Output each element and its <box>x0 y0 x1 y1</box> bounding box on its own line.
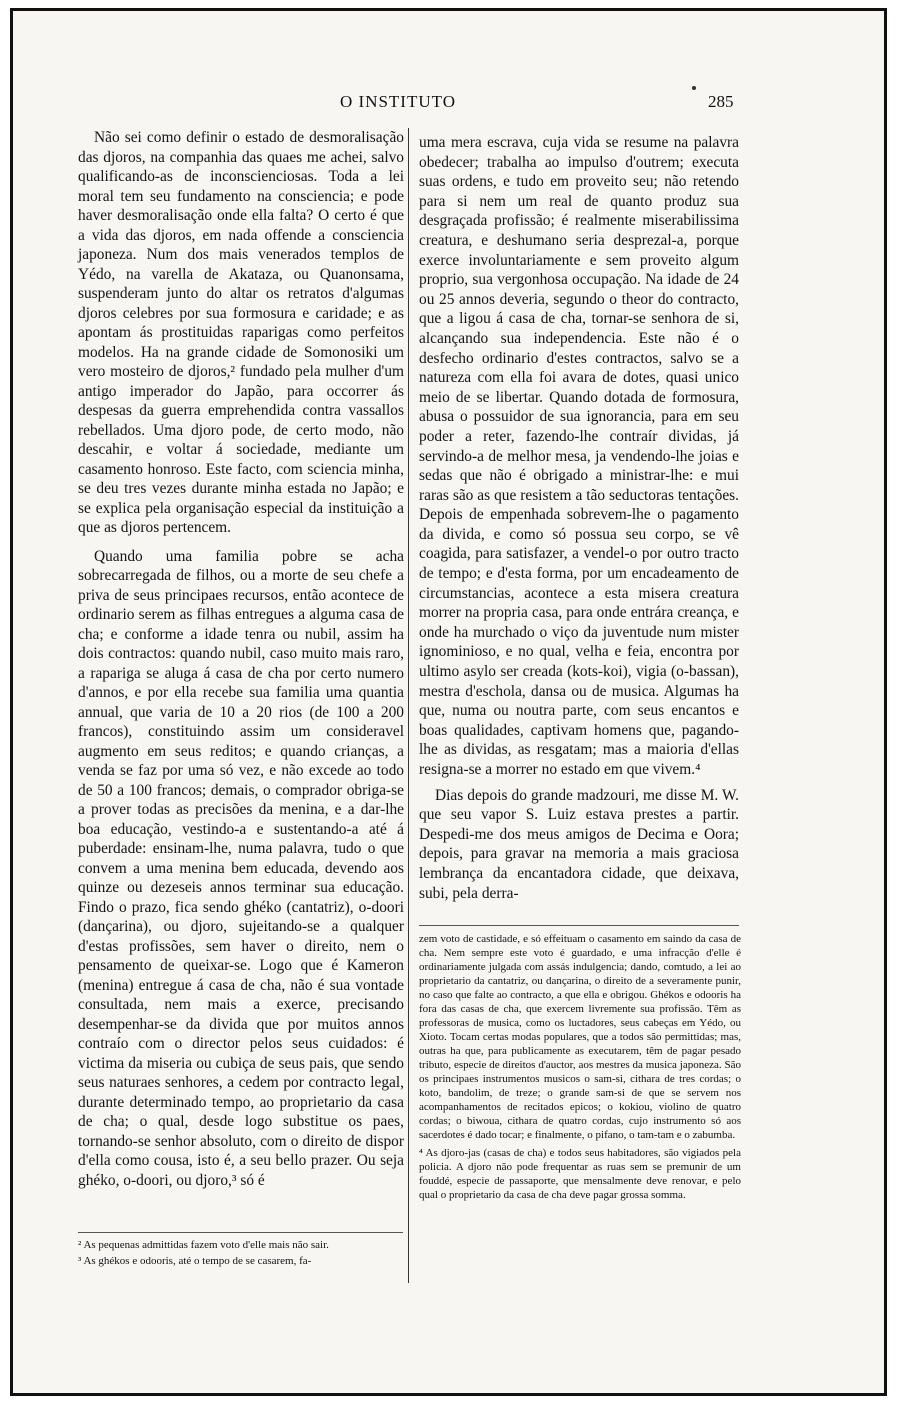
paragraph: uma mera escrava, cuja vida se resume na palavra obedecer; trabalha ao impulso d'outrem; executa suas ordens, e tudo em proveito seu; não retendo para si nem um real de quanto produz sua desgraçada profissão; é realmente miserabilissima creatura, e deshumano seria desprezal-a, porque exerce involuntariamente e sem proveito algum proprio, sua vergonhosa occupação. Na idade de 24 ou 25 annos deveria, segundo o theor do contracto, que a ligou á casa de cha, tornar-se senhora de si, alcançando sua independencia. Este não é o desfecho ordinario d'estes contractos, salvo se a natureza com ella foi avara de dotes, quasi unico meio de se libertar. Quando dotada de formosura, abusa o possuidor de sua ignorancia, para em seu poder a reter, fazendo-lhe contraír dividas, já servindo-a de melhor mesa, ja vendendo-lhe joias e sedas que não é obrigado a ministrar-lhe: e mui raras são as que resistem a tão seductoras tentações. Depois de empenhada sobrevem-lhe o pagamento da divida, e como só possua seu corpo, se vê coagida, para satisfazer, a vendel-o por outro tracto de tempo; e d'esta forma, por um encadeamento de circumstancias, acontece a esta misera creatura morrer na propria casa, para onde entrára creança, e onde ha murchado o viço da juventude num mister ignominioso, e no qual, velha e feia, encontra por ultimo asylo ser creada (kots-koi), vigia (o-bassan), mestra d'eschola, dansa ou de musica. Algumas ha que, numa ou noutra parte, com seus encantos e boas qualidades, captivam homens que, pagando-lhe as dividas, as resgatam; mas a maioria d'ellas resigna-se a morrer no estado em que vivem.⁴ <box>419 134 739 778</box>
column-divider <box>408 128 409 1283</box>
footnote-separator <box>419 925 739 926</box>
footnote: zem voto de castidade, e só effeituam o casamento em saindo da casa de cha. Nem sempre este voto é guardado, e uma infracção d'elle é ordinariamente julgada com assás indulgencia; dando, comtudo, a lei ao proprietario da cantatriz, ou dançarina, o direito de a severamente punir, no caso que falte ao contracto, a que ella e obrigou. Ghékos e odooris ha fora das casas de cha, que exercem livremente sua profissão. Têm as professoras de musica, como os luctadores, seus cabeças em Yédo, ou Xioto. Tocam certas modas populares, que a todos são permittidas; mas, outras ha que, para publicamente as executarem, têm de pagar pesado tributo, especie de direitos d'auctor, aos mestres da musica japoneza. São os principaes instrumentos musicos o sam-si, cithara de tres cordas; o koto, bandolim, de treze; o grande sam-si de que se servem nos acompanhamentos de recitados epicos; o kokiou, violino de quatro cordas; o biwoua, cithara de quatro cordas, cujo instrumento só aos sacerdotes é dado tocar; e finalmente, o pifano, o tam-tam e o zabumba. <box>419 933 741 1141</box>
left-column <box>78 128 404 1190</box>
footnotes-right <box>419 932 741 1204</box>
journal-title: O INSTITUTO <box>340 92 456 111</box>
paragraph: Dias depois do grande madzouri, me disse M. W. que seu vapor S. Luiz estava prestes a partir. Despedi-me dos meus amigos de Decima e Oora; depois, para gravar na memoria a mais graciosa lembrança da encantadora cidade, que deixava, subi, pela derra- <box>419 786 739 902</box>
running-header <box>40 92 760 116</box>
footnote-separator <box>78 1232 403 1233</box>
footnotes-left <box>78 1238 404 1270</box>
footnote: ³ As ghékos e odooris, até o tempo de se casarem, fa- <box>78 1255 312 1267</box>
paragraph: Quando uma familia pobre se acha sobrecarregada de filhos, ou a morte de seu chefe a priva de seus principaes recursos, então acontece de ordinario serem as filhas entregues a alguma casa de cha; e conforme a idade tenra ou nubil, assim ha dois contractos: quando nubil, caso muito mais raro, a rapariga se aluga á casa de cha por certo numero d'annos, e por ella recebe sua familia uma quantia annual, que varia de 10 a 20 rios (de 100 a 200 francos), constituindo assim um consideravel augmento em seus reditos; e quando crianças, a venda se faz por uma só vez, e não excede ao todo de 50 a 100 francos; demais, o comprador obriga-se a prover todas as precisões da menina, e a dar-lhe boa educação, vestindo-a e sustentando-a até á puberdade: ensinam-lhe, numa palavra, tudo o que convem a uma menina bem educada, devendo aos quinze ou dezeseis annos terminar sua educação. Findo o prazo, fica sendo ghéko (cantatriz), o-doori (dançarina), ou djoro, sujeitando-se a qualquer d'estas profissões, sem haver o direito, nem o pensamento de queixar-se. Logo que é Kameron (menina) entregue á casa de cha, não é sua vontade consultada, nem mais a exerce, precisando desempenhar-se da divida que por muitos annos contraío com o director pelos seus cuidados: é victima da miseria ou cubiça de seus pais, que sendo seus naturaes senhores, a cedem por contracto legal, durante determinado tempo, ao proprietario da casa de cha; o qual, desde logo substitue os paes, tornando-se senhor absoluto, com o direito de dispor d'ella como cousa, isto é, a seu bello prazer. Ou seja ghéko, o-doori, ou djoro,³ só é <box>78 547 404 1189</box>
paragraph: Não sei como definir o estado de desmoralisação das djoros, na companhia das quaes me achei, salvo qualificando-as de inconscienciosas. Toda a lei moral tem seu fundamento na consciencia; e pode haver desmoralisação onde ella falta? O certo é que a vida das djoros, em nada offende a consciencia japoneza. Num dos mais venerados templos de Yédo, na varella de Akataza, ou Quanonsama, suspenderam junto do altar os retratos d'algumas djoros celebres por sua formosura e caridade; e as apontam ás prostituidas raparigas como perfeitos modelos. Ha na grande cidade de Somonosiki um vero mosteiro de djoros,² fundado pela mulher d'um antigo imperador do Japão, para occorrer ás despesas da guerra emprehendida contra vassallos rebellados. Uma djoro pode, de certo modo, não descahir, e voltar á sociedade, mediante um casamento honroso. Este facto, com sciencia minha, se deu tres vezes durante minha estada no Japão; e se explica pela organisação especial da instituição a que as djoros pertencem. <box>78 129 404 536</box>
footnote: ⁴ As djoro-jas (casas de cha) e todos seus habitadores, são vigiados pela policia. A djoro não pode frequentar as ruas sem se premunir de um fouddé, especie de passaporte, que mensalmente deve renovar, e pelo qual o proprietario da casa de cha deve pagar grossa somma. <box>419 1147 741 1201</box>
page-number: 285 <box>708 92 734 111</box>
footnote: ² As pequenas admittidas fazem voto d'elle mais não sair. <box>78 1239 329 1251</box>
right-column <box>419 133 739 903</box>
ink-speck <box>692 86 696 90</box>
